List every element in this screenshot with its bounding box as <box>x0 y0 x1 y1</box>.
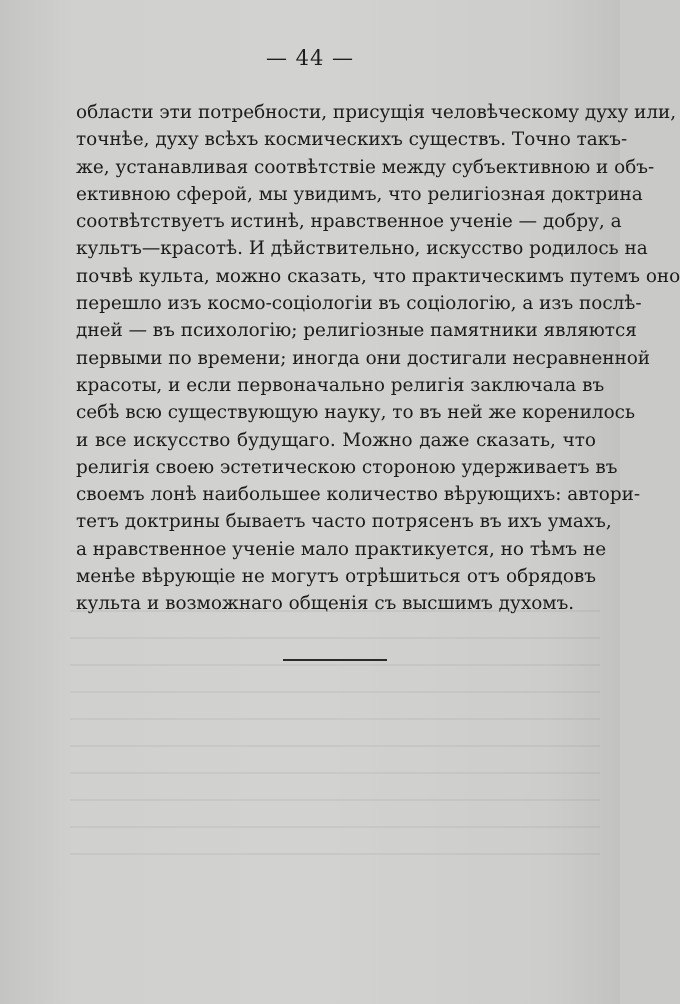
text-line: перешло изъ космо-соціологіи въ соціологію, а изъ послѣ- <box>76 293 642 315</box>
text-line: ективною сферой, мы увидимъ, что религіозная доктрина <box>76 183 643 205</box>
text-line: себѣ всю существующую науку, то въ ней же коренилось <box>76 402 635 424</box>
text-line: почвѣ культа, можно сказать, что практическимъ путемъ оно <box>76 265 680 287</box>
text-line: своемъ лонѣ наибольшее количество вѣрующихъ: автори- <box>76 484 641 506</box>
text-line: тетъ доктрины бываетъ часто потрясенъ въ ихъ умахъ, <box>76 511 612 533</box>
text-line: области эти потребности, присущія человѣческому духу или, <box>76 102 677 123</box>
text-line: красоты, и если первоначально религія заключала въ <box>76 374 605 396</box>
text-line: дней — въ психологію; религіозные памятники являются <box>76 320 637 342</box>
text-line: же, устанавливая соотвѣтствіе между субъективною и объ- <box>76 156 655 178</box>
show-through-texture <box>70 610 600 870</box>
section-end-rule <box>283 659 387 661</box>
text-line: культа и возможнаго общенія съ высшимъ духомъ. <box>76 593 575 615</box>
text-line: и все искусство будущаго. Можно даже сказать, что <box>76 429 596 451</box>
paragraph <box>76 99 680 618</box>
text-line: первыми по времени; иногда они достигали несравненной <box>76 347 651 369</box>
text-line: менѣе вѣрующіе не могутъ отрѣшиться отъ обрядовъ <box>76 566 596 588</box>
text-line: точнѣе, духу всѣхъ космическихъ существъ. Точно такъ- <box>76 129 628 151</box>
text-line: а нравственное ученіе мало практикуется, но тѣмъ не <box>76 538 607 560</box>
text-line: культъ—красотѣ. И дѣйствительно, искусство родилось на <box>76 238 648 260</box>
text-line: религія своею эстетическою стороною удерживаетъ въ <box>76 456 618 478</box>
text-line: соотвѣтствуетъ истинѣ, нравственное ученіе — добру, а <box>76 211 622 233</box>
page-number: — 44 — <box>265 46 355 70</box>
